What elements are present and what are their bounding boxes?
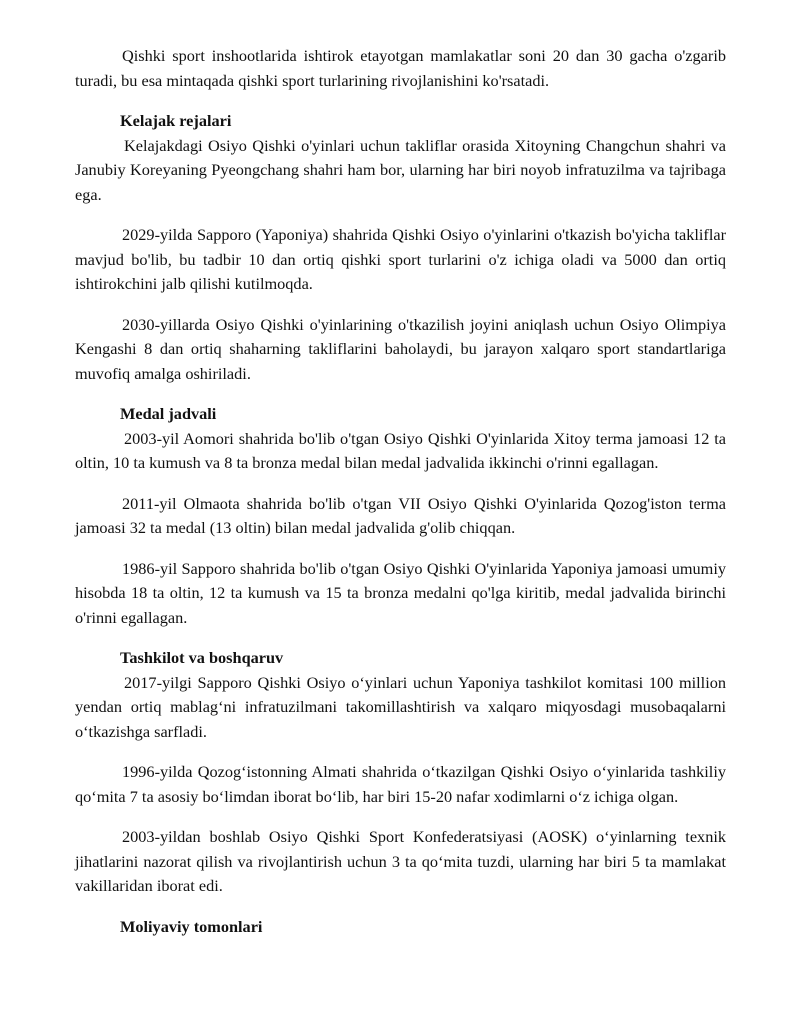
intro-paragraph: Qishki sport inshootlarida ishtirok etayotgan mamlakatlar soni 20 dan 30 gacha o'zgarib turadi, bu esa mintaqada qishki sport turlarining rivojlanishini ko'rsatadi.: [75, 46, 726, 90]
document-page: [75, 44, 726, 939]
section-heading: Moliyaviy tomonlari: [120, 916, 263, 936]
section-heading: Tashkilot va boshqaruv: [120, 648, 284, 667]
paragraph: 2011-yil Olmaota shahrida bo'lib o'tgan VII Osiyo Qishki O'yinlarida Qozog'iston terma jamoasi 32 ta medal (13 oltin) bilan medal jadvalida g'olib chiqqan.: [75, 493, 726, 537]
paragraph: Kelajakdagi Osiyo Qishki o'yinlari uchun takliflar orasida Xitoyning Changchun shahri va Janubiy Koreyaning Pyeongchang shahri ham bor, ularning har biri noyob infratuzilma va tajribaga ega.: [75, 135, 726, 204]
paragraph: 2003-yildan boshlab Osiyo Qishki Sport Konfederatsiyasi (AOSK) o‘yinlarning texnik jihatlarini nazorat qilish va rivojlantirish uchun 3 ta qo‘mita tuzdi, ularning har biri 5 ta mamlakat vakillaridan iborat edi.: [75, 827, 726, 895]
section-heading: Kelajak rejalari: [120, 111, 232, 130]
paragraph: 1996-yilda Qozog‘istonning Almati shahrida o‘tkazilgan Qishki Osiyo o‘yinlarida tashkiliy qo‘mita 7 ta asosiy bo‘limdan iborat bo‘lib, har biri 15-20 nafar xodimlarni o‘z ichiga olgan.: [75, 762, 726, 806]
section-medal-table: [75, 402, 726, 630]
paragraph: 1986-yil Sapporo shahrida bo'lib o'tgan Osiyo Qishki O'yinlarida Yaponiya jamoasi umumiy hisobda 18 ta oltin, 12 ta kumush va 15 ta bronza medalni qo'lga kiritib, medal jadvalida birinchi o'rinni egallagan.: [75, 558, 726, 627]
section-heading: Medal jadvali: [120, 404, 217, 423]
paragraph: 2017-yilgi Sapporo Qishki Osiyo o‘yinlari uchun Yaponiya tashkilot komitasi 100 million yendan ortiq mablag‘ni infratuzilmani takomillashtirish va xalqaro miqyosdagi musobaqalarni o‘tkazishga sarfladi.: [75, 672, 726, 741]
section-organization: [75, 646, 726, 899]
paragraph: 2029-yilda Sapporo (Yaponiya) shahrida Qishki Osiyo o'yinlarini o'tkazish bo'yicha takliflar mavjud bo'lib, bu tadbir 10 dan ortiq qishki sport turlarini o'z ichiga oladi va 5000 dan ortiq ishtirokchini jalb qilishi kutilmoqda.: [75, 225, 726, 293]
section-future-plans: [75, 109, 726, 386]
paragraph: 2030-yillarda Osiyo Qishki o'yinlarining o'tkazilish joyini aniqlash uchun Osiyo Olimpiya Kengashi 8 dan ortiq shaharning takliflarini baholaydi, bu jarayon xalqaro sport standartlariga muvofiq amalga oshiriladi.: [75, 314, 726, 383]
section-financial: [75, 915, 726, 940]
paragraph: 2003-yil Aomori shahrida bo'lib o'tgan Osiyo Qishki O'yinlarida Xitoy terma jamoasi 12 ta oltin, 10 ta kumush va 8 ta bronza medal bilan medal jadvalida ikkinchi o'rinni egallagan.: [75, 428, 726, 472]
